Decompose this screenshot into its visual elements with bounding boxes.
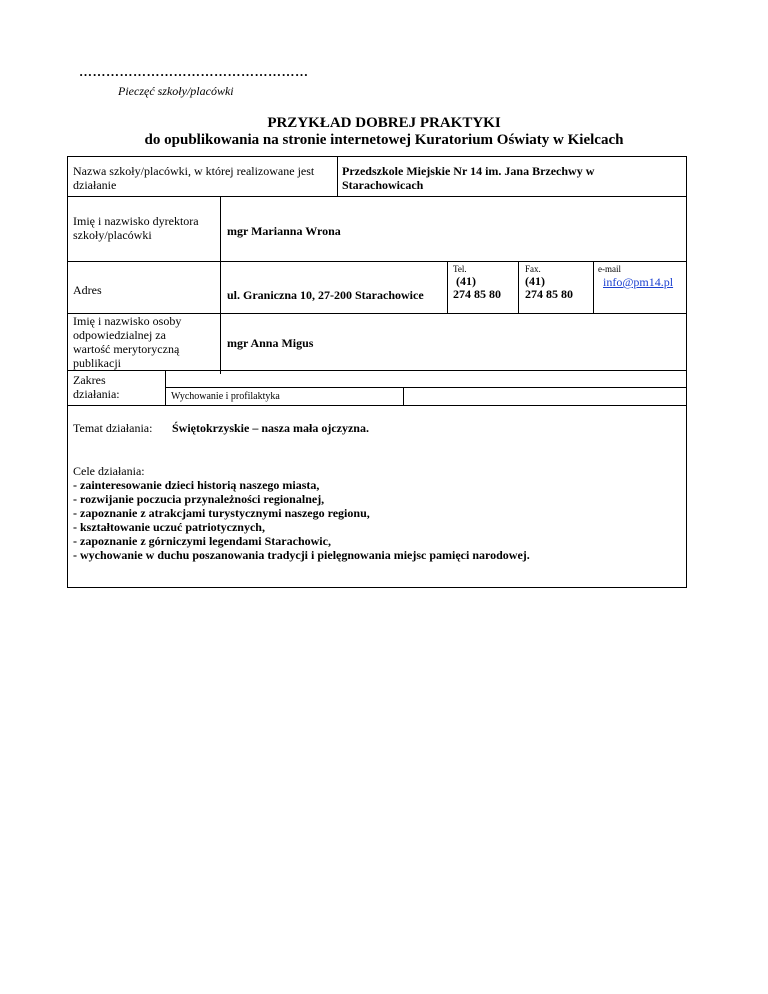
topic-value: Świętokrzyskie – nasza mała ojczyzna. bbox=[172, 421, 369, 435]
divider bbox=[403, 387, 404, 406]
director-label-line2: szkoły/placówki bbox=[73, 228, 152, 242]
scope-label-line1: Zakres bbox=[73, 373, 106, 387]
email-label: e-mail bbox=[598, 264, 621, 274]
responsible-label-line2: odpowiedzialnej za bbox=[73, 328, 166, 342]
goal-item: - wychowanie w duchu poszanowania tradycji i pielęgnowania miejsc pamięci narodowej. bbox=[73, 548, 530, 562]
goal-item: - zapoznanie z górniczymi legendami Starachowic, bbox=[73, 534, 331, 548]
responsible-label-line3: wartość merytoryczną bbox=[73, 342, 180, 356]
divider bbox=[447, 261, 448, 314]
table-border-left bbox=[67, 156, 68, 588]
tel-value-area-code: (41) bbox=[456, 274, 476, 288]
topic-label: Temat działania: bbox=[73, 421, 153, 435]
table-border-bottom bbox=[67, 587, 687, 588]
goal-item: - kształtowanie uczuć patriotycznych, bbox=[73, 520, 265, 534]
fax-value-number: 274 85 80 bbox=[525, 287, 573, 301]
divider bbox=[67, 261, 687, 262]
email-link[interactable]: info@pm14.pl bbox=[603, 275, 674, 289]
director-value: mgr Marianna Wrona bbox=[227, 224, 341, 238]
goal-item: - rozwijanie poczucia przynależności regionalnej, bbox=[73, 492, 325, 506]
school-name-label-line2: działanie bbox=[73, 178, 117, 192]
divider bbox=[67, 196, 687, 197]
address-label: Adres bbox=[73, 283, 102, 297]
stamp-label: Pieczęć szkoły/placówki bbox=[118, 84, 234, 98]
divider bbox=[518, 261, 519, 314]
responsible-label-line1: Imię i nazwisko osoby bbox=[73, 314, 182, 328]
table-border-right bbox=[686, 156, 687, 588]
address-value: ul. Graniczna 10, 27-200 Starachowice bbox=[227, 288, 424, 302]
document-subtitle: do opublikowania na stronie internetowej Kuratorium Oświaty w Kielcach bbox=[144, 132, 624, 148]
divider bbox=[67, 370, 687, 371]
goals-label: Cele działania: bbox=[73, 464, 145, 478]
school-name-value-line1: Przedszkole Miejskie Nr 14 im. Jana Brzechwy w bbox=[342, 164, 595, 178]
scope-value: Wychowanie i profilaktyka bbox=[171, 391, 280, 402]
school-name-value-line2: Starachowicach bbox=[342, 178, 424, 192]
tel-label: Tel. bbox=[453, 264, 467, 274]
scope-label-line2: działania: bbox=[73, 387, 120, 401]
divider bbox=[67, 405, 687, 406]
document-title: PRZYKŁAD DOBREJ PRAKTYKI bbox=[267, 115, 501, 131]
divider bbox=[593, 261, 594, 314]
divider bbox=[337, 156, 338, 197]
responsible-label-line4: publikacji bbox=[73, 356, 121, 370]
divider bbox=[165, 370, 166, 406]
school-name-label-line1: Nazwa szkoły/placówki, w której realizowane jest bbox=[73, 164, 315, 178]
fax-label: Fax. bbox=[525, 264, 541, 274]
divider bbox=[220, 196, 221, 374]
director-label-line1: Imię i nazwisko dyrektora bbox=[73, 214, 199, 228]
stamp-dotted-line: …………………………………………… bbox=[79, 64, 309, 79]
tel-value-number: 274 85 80 bbox=[453, 287, 501, 301]
divider bbox=[165, 387, 687, 388]
table-border-top bbox=[67, 156, 687, 157]
responsible-value: mgr Anna Migus bbox=[227, 336, 314, 350]
goal-item: - zainteresowanie dzieci historią naszego miasta, bbox=[73, 478, 320, 492]
goal-item: - zapoznanie z atrakcjami turystycznymi naszego regionu, bbox=[73, 506, 370, 520]
fax-value-area-code: (41) bbox=[525, 274, 545, 288]
